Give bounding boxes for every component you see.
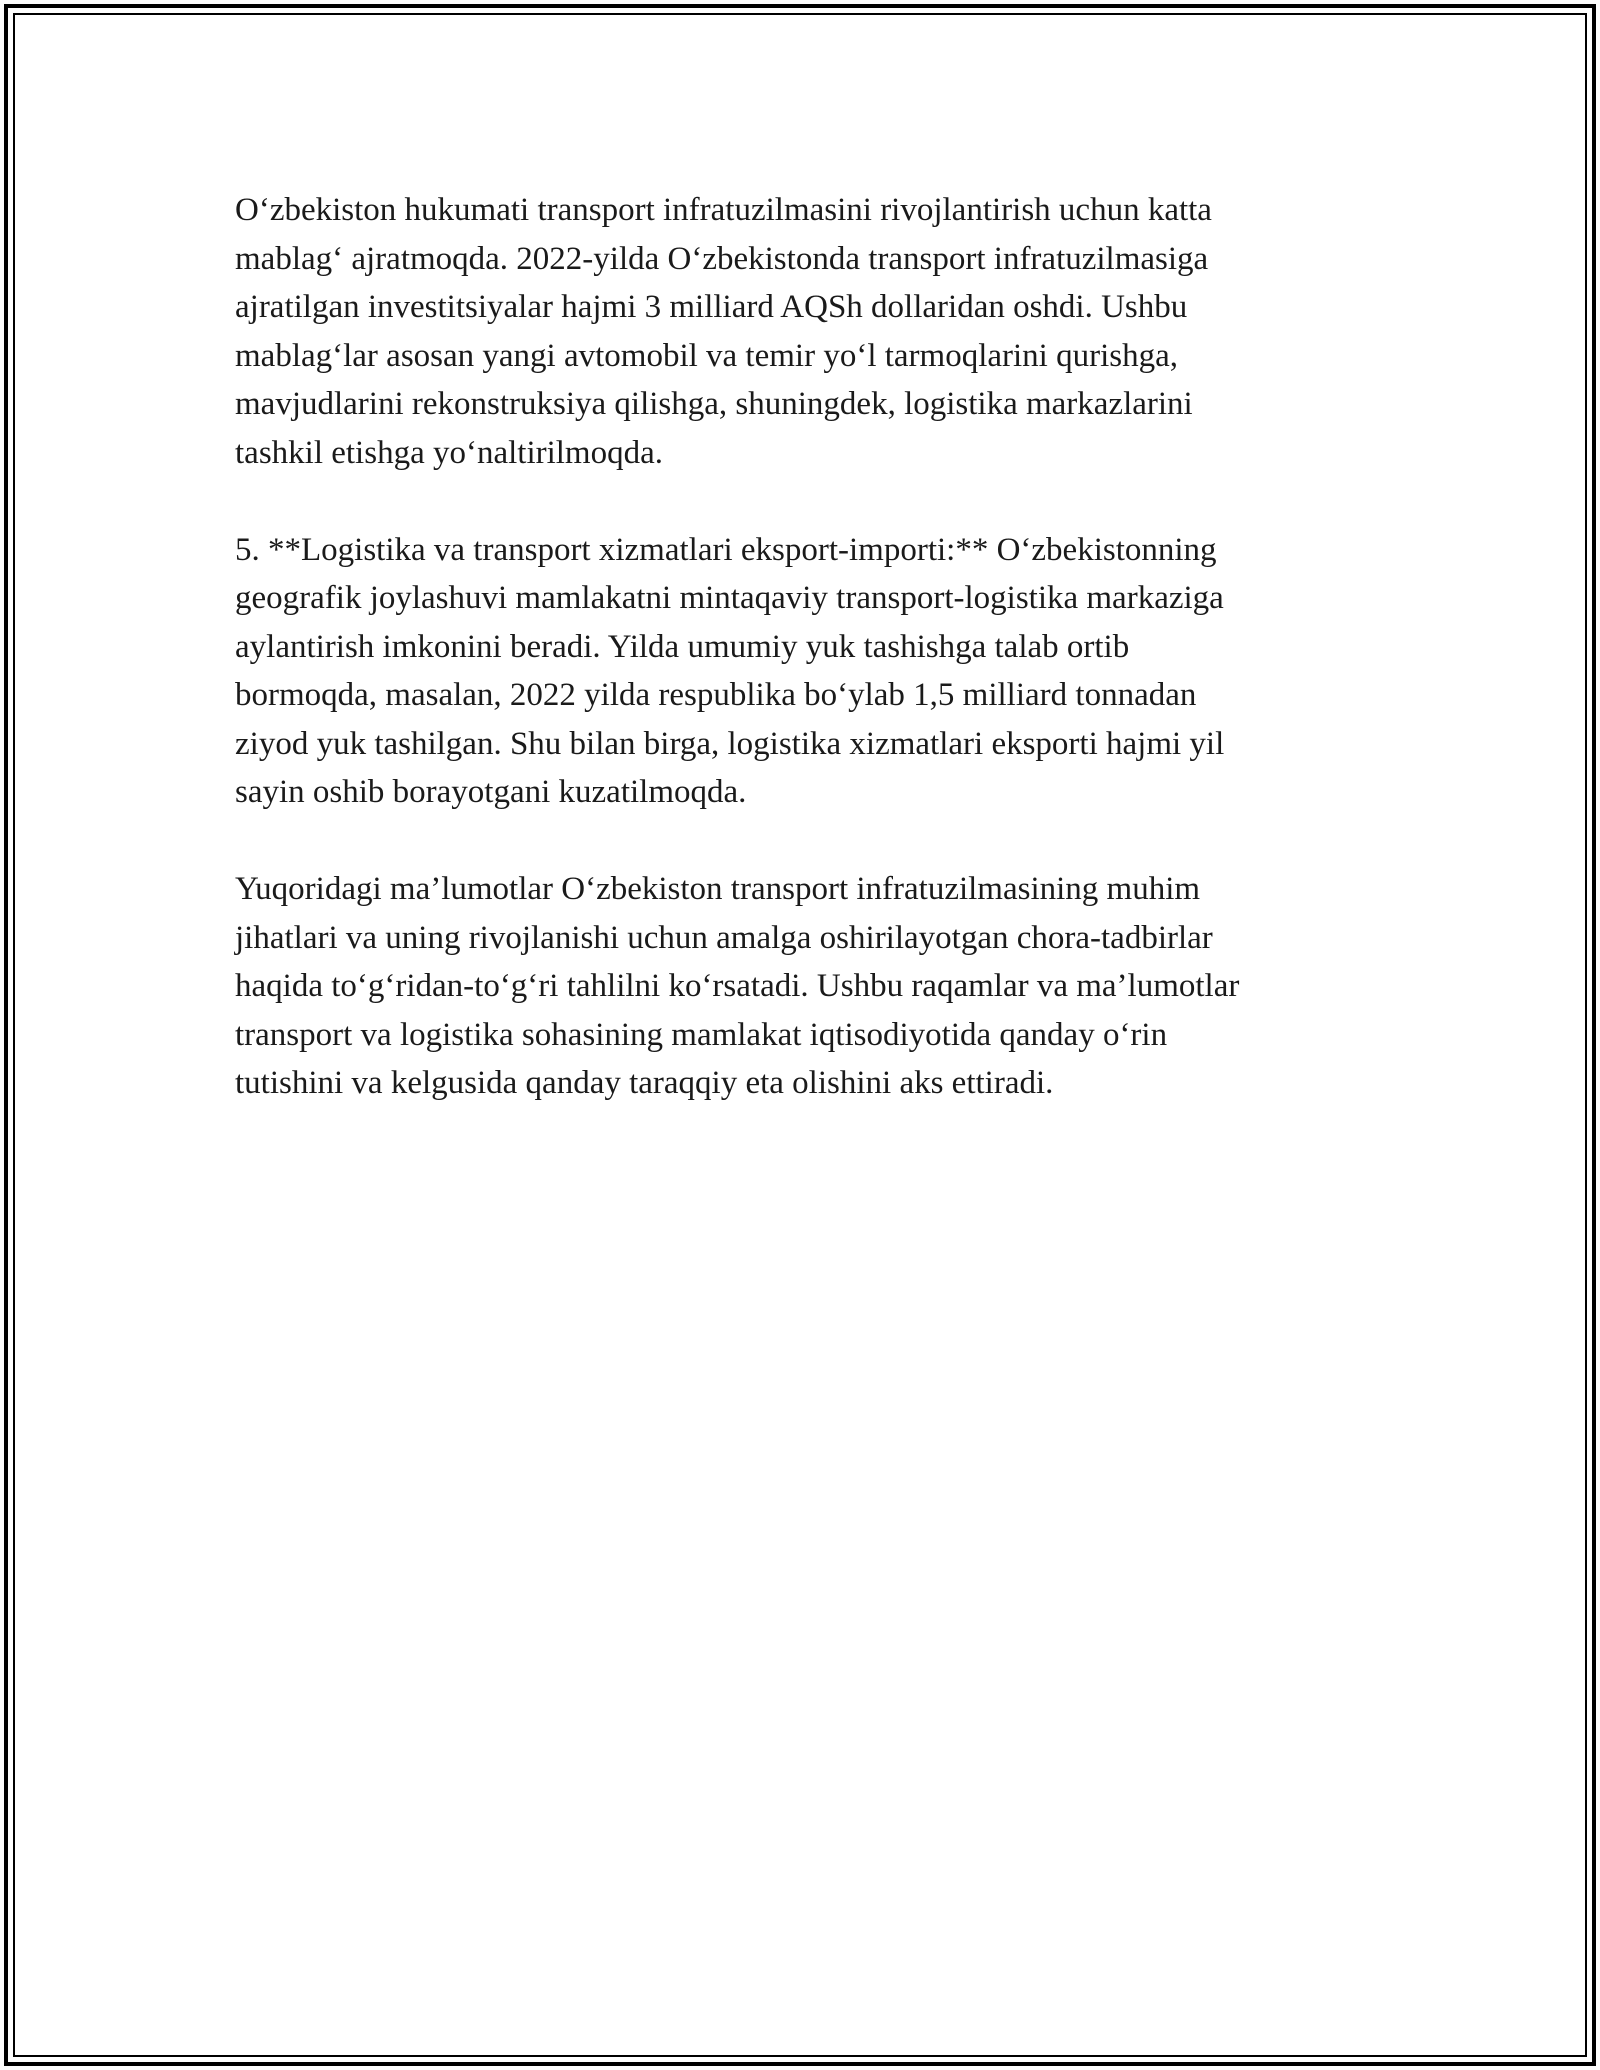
paragraph-investment: O‘zbekiston hukumati transport infratuzilmasini rivojlantirish uchun katta mablag‘ ajratmoqda. 2022-yilda O‘zbekistonda transport infratuzilmasiga ajratilgan investitsiyalar hajmi 3 milliard AQSh dollaridan oshdi. Ushbu mablag‘lar asosan yangi avtomobil va temir yo‘l tarmoqlarini qurishga, mavjudlarini rekonstruksiya qilishga, shuningdek, logistika markazlarini tashkil etishga yo‘naltirilmoqda. bbox=[235, 192, 1212, 471]
document-body bbox=[235, 186, 1365, 1156]
paragraph-logistics-export-import: 5. **Logistika va transport xizmatlari eksport-importi:** O‘zbekistonning geografik joylashuvi mamlakatni mintaqaviy transport-logistika markaziga aylantirish imkonini beradi. Yilda umumiy yuk tashishga talab ortib bormoqda, masalan, 2022 yilda respublika bo‘ylab 1,5 milliard tonnadan ziyod yuk tashilgan. Shu bilan birga, logistika xizmatlari eksporti hajmi yil sayin oshib borayotgani kuzatilmoqda. bbox=[235, 531, 1225, 810]
paragraph-conclusion: Yuqoridagi ma’lumotlar O‘zbekiston transport infratuzilmasining muhim jihatlari va uning rivojlanishi uchun amalga oshirilayotgan chora-tadbirlar haqida to‘g‘ridan-to‘g‘ri tahlilni ko‘rsatadi. Ushbu raqamlar va ma’lumotlar transport va logistika sohasining mamlakat iqtisodiyotida qanday o‘rin tutishini va kelgusida qanday taraqqiy eta olishini aks ettiradi. bbox=[235, 871, 1240, 1101]
